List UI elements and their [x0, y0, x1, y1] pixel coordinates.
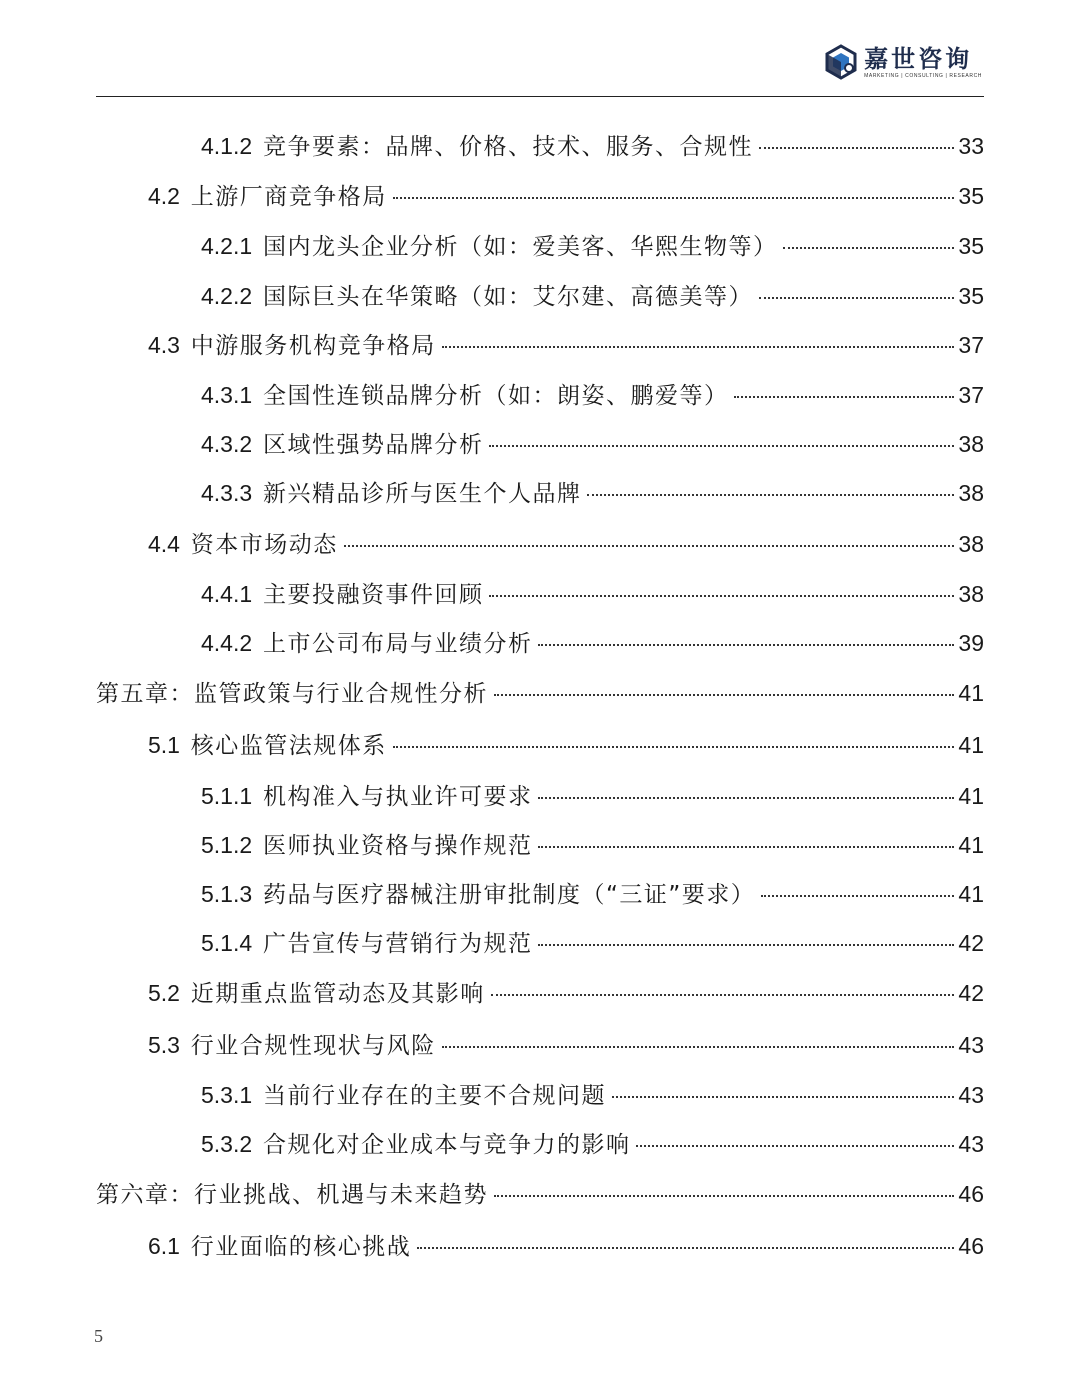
toc-entry-title: 全国性连锁品牌分析（如：朗姿、鹏爱等）: [262, 383, 729, 409]
toc-dot-leader: [538, 944, 954, 946]
toc-entry[interactable]: [201, 230, 984, 263]
toc-entry-page: 38: [958, 431, 984, 457]
toc-entry-title: 机构准入与执业许可要求: [262, 784, 533, 810]
toc-entry-page: 38: [958, 581, 984, 607]
toc-dot-leader: [393, 746, 955, 748]
toc-entry-page: 42: [958, 980, 984, 1006]
toc-entry-number: 5.1.3: [201, 881, 253, 907]
toc-dot-leader: [417, 1247, 954, 1249]
toc-entry-title: 区域性强势品牌分析: [262, 432, 484, 458]
toc-dot-leader: [761, 895, 954, 897]
toc-entry-title: 行业面临的核心挑战: [190, 1234, 412, 1260]
toc-entry-title: 当前行业存在的主要不合规问题: [262, 1083, 606, 1109]
brand-name: 嘉世咨询: [864, 44, 973, 73]
toc-entry-number: 4.2: [148, 183, 180, 209]
toc-entry[interactable]: [201, 829, 984, 862]
toc-entry-title: 资本市场动态: [190, 532, 338, 558]
toc-entry-number: 6.1: [148, 1233, 180, 1259]
toc-entry-title: 第五章：监管政策与行业合规性分析: [96, 681, 488, 707]
toc-entry-number: 5.3.2: [201, 1131, 253, 1157]
toc-entry-page: 46: [958, 1233, 984, 1259]
toc-entry-title: 主要投融资事件回顾: [262, 582, 484, 608]
toc-entry-page: 41: [958, 680, 984, 706]
toc-entry[interactable]: [148, 180, 984, 213]
toc-entry[interactable]: [201, 280, 984, 313]
toc-entry-title: 近期重点监管动态及其影响: [190, 981, 485, 1007]
toc-entry-title: 竞争要素：品牌、价格、技术、服务、合规性: [262, 134, 753, 160]
toc-dot-leader: [783, 247, 954, 249]
toc-entry-page: 43: [958, 1032, 984, 1058]
toc-dot-leader: [489, 445, 954, 447]
toc-entry[interactable]: [201, 878, 984, 911]
toc-entry-title: 中游服务机构竞争格局: [190, 333, 436, 359]
toc-entry[interactable]: [148, 528, 984, 561]
toc-entry[interactable]: [148, 1029, 984, 1062]
toc-dot-leader: [612, 1096, 954, 1098]
toc-dot-leader: [538, 846, 954, 848]
toc-entry-page: 37: [958, 382, 984, 408]
toc-entry-number: 5.1.2: [201, 832, 253, 858]
toc-dot-leader: [494, 1195, 954, 1197]
toc-entry-number: 4.3.3: [201, 480, 253, 506]
toc-entry[interactable]: [201, 780, 984, 813]
toc-entry-number: 4.4.1: [201, 581, 253, 607]
toc-entry-page: 38: [958, 480, 984, 506]
toc-entry-page: 46: [958, 1181, 984, 1207]
toc-entry-number: 4.1.2: [201, 133, 253, 159]
toc-entry[interactable]: [201, 130, 984, 163]
toc-entry-title: 国内龙头企业分析（如：爱美客、华熙生物等）: [262, 234, 778, 260]
toc-entry-title: 国际巨头在华策略（如：艾尔建、高德美等）: [262, 284, 753, 310]
toc-entry-number: 5.1: [148, 732, 180, 758]
toc-entry[interactable]: [201, 927, 984, 960]
toc-dot-leader: [344, 545, 955, 547]
toc-entry-title: 广告宣传与营销行为规范: [262, 931, 533, 957]
toc-entry-number: 4.4.2: [201, 630, 253, 656]
toc-entry[interactable]: [201, 1079, 984, 1112]
toc-entry-page: 35: [958, 283, 984, 309]
toc-entry-number: 5.1.4: [201, 930, 253, 956]
toc-entry[interactable]: [201, 627, 984, 660]
toc-entry-page: 41: [958, 732, 984, 758]
brand-tagline: MARKETING | CONSULTING | RESEARCH: [864, 72, 982, 79]
toc-entry-title: 药品与医疗器械注册审批制度（“三证”要求）: [262, 882, 756, 908]
toc-dot-leader: [734, 396, 954, 398]
toc-entry-number: 4.2.1: [201, 233, 253, 259]
toc-dot-leader: [538, 797, 954, 799]
toc-entry-page: 41: [958, 783, 984, 809]
toc-entry[interactable]: [148, 329, 984, 362]
toc-entry-page: 41: [958, 832, 984, 858]
toc-entry-title: 合规化对企业成本与竞争力的影响: [262, 1132, 631, 1158]
toc-entry[interactable]: [201, 428, 984, 461]
toc-dot-leader: [494, 694, 954, 696]
toc-entry[interactable]: [201, 477, 984, 510]
toc-dot-leader: [442, 346, 955, 348]
toc-entry-number: 5.3.1: [201, 1082, 253, 1108]
toc-dot-leader: [442, 1046, 955, 1048]
toc-dot-leader: [393, 197, 955, 199]
toc-entry[interactable]: [96, 1178, 984, 1211]
toc-entry[interactable]: [148, 729, 984, 762]
toc-entry[interactable]: [201, 1128, 984, 1161]
toc-entry-title: 新兴精品诊所与医生个人品牌: [262, 481, 582, 507]
toc-entry-number: 5.3: [148, 1032, 180, 1058]
toc-entry-page: 43: [958, 1131, 984, 1157]
toc-dot-leader: [636, 1145, 954, 1147]
toc-dot-leader: [759, 297, 954, 299]
toc-entry-page: 42: [958, 930, 984, 956]
toc-entry-title: 上游厂商竞争格局: [190, 184, 387, 210]
toc-entry-page: 37: [958, 332, 984, 358]
toc-entry-page: 35: [958, 233, 984, 259]
toc-entry-number: 5.2: [148, 980, 180, 1006]
toc-dot-leader: [759, 147, 954, 149]
toc-entry[interactable]: [201, 578, 984, 611]
toc-entry-page: 41: [958, 881, 984, 907]
toc-entry-page: 33: [958, 133, 984, 159]
toc-entry-title: 行业合规性现状与风险: [190, 1033, 436, 1059]
toc-entry[interactable]: [96, 677, 984, 710]
toc-entry-page: 39: [958, 630, 984, 656]
toc-entry-page: 38: [958, 531, 984, 557]
toc-entry-page: 43: [958, 1082, 984, 1108]
page-number: 5: [94, 1326, 103, 1346]
toc-entry-title: 核心监管法规体系: [190, 733, 387, 759]
toc-entry[interactable]: [148, 977, 984, 1010]
toc-entry-number: 4.2.2: [201, 283, 253, 309]
toc-dot-leader: [489, 595, 954, 597]
toc-entry-number: 4.4: [148, 531, 180, 557]
toc-entry-title: 上市公司布局与业绩分析: [262, 631, 533, 657]
toc-entry[interactable]: [201, 379, 984, 412]
toc-entry[interactable]: [148, 1230, 984, 1263]
toc-entry-number: 4.3: [148, 332, 180, 358]
toc-dot-leader: [587, 494, 954, 496]
toc-entry-title: 第六章：行业挑战、机遇与未来趋势: [96, 1182, 488, 1208]
toc-entry-page: 35: [958, 183, 984, 209]
toc-entry-title: 医师执业资格与操作规范: [262, 833, 533, 859]
toc-entry-number: 5.1.1: [201, 783, 253, 809]
toc-entry-number: 4.3.2: [201, 431, 253, 457]
toc-dot-leader: [538, 644, 954, 646]
toc-entry-number: 4.3.1: [201, 382, 253, 408]
toc-dot-leader: [491, 994, 955, 996]
